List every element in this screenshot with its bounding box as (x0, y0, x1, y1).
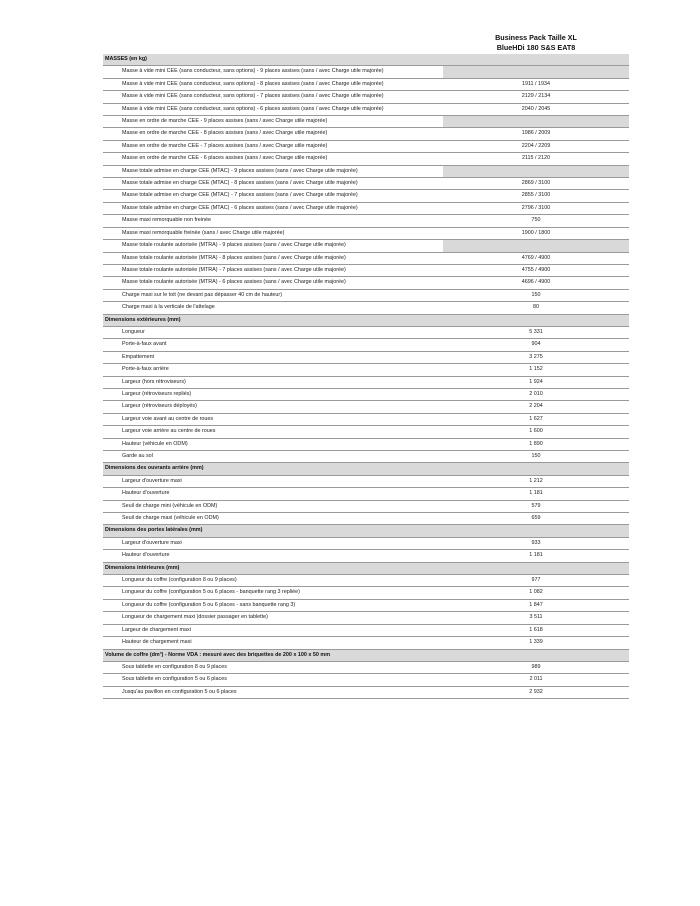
spec-label: Largeur (hors rétroviseurs) (103, 376, 443, 388)
spec-label: Masse totale admise en charge CEE (MTAC) - 6 places assises (sans / avec Charge utile majorée) (103, 202, 443, 214)
spec-label: Masse totale roulante autorisée (MTRA) - 8 places assises (sans / avec Charge utile majorée) (103, 252, 443, 264)
spec-row (103, 289, 629, 301)
spec-label: Largeur d'ouverture maxi (103, 475, 443, 487)
spec-value: 1911 / 1934 (443, 78, 629, 90)
spec-row (103, 302, 629, 314)
spec-value: 579 (443, 500, 629, 512)
spec-row (103, 401, 629, 413)
spec-label: Seuil de charge maxi (véhicule en ODM) (103, 513, 443, 525)
column-header-subtitle: BlueHDi 180 S&S EAT8 (496, 43, 576, 52)
spec-label: Longueur du coffre (configuration 8 ou 9 places) (103, 575, 443, 587)
column-header (443, 33, 629, 53)
spec-row (103, 438, 629, 450)
spec-label: Largeur (rétroviseurs repliés) (103, 388, 443, 400)
spec-table (103, 54, 629, 699)
spec-label: Porte-à-faux arrière (103, 364, 443, 376)
spec-value: 1986 / 2009 (443, 128, 629, 140)
spec-row (103, 190, 629, 202)
section-header-row (103, 562, 629, 574)
spec-row (103, 91, 629, 103)
spec-row (103, 178, 629, 190)
spec-value: 2855 / 3100 (443, 190, 629, 202)
spec-label: Empattement (103, 351, 443, 363)
spec-label: Masse à vide mini CEE (sans conducteur, sans options) - 7 places assises (sans / avec Charge utile majorée) (103, 91, 443, 103)
spec-label: Masse en ordre de marche CEE - 7 places assises (sans / avec Charge utile majorée) (103, 140, 443, 152)
spec-row (103, 264, 629, 276)
spec-row (103, 215, 629, 227)
spec-value: 2869 / 3100 (443, 178, 629, 190)
spec-value: 3 275 (443, 351, 629, 363)
spec-row (103, 153, 629, 165)
spec-value: 1 082 (443, 587, 629, 599)
spec-row (103, 103, 629, 115)
spec-label: Jusqu'au pavillon en configuration 5 ou 6 places (103, 686, 443, 698)
spec-value: 977 (443, 575, 629, 587)
spec-value: 1 339 (443, 637, 629, 649)
spec-row (103, 116, 629, 128)
spec-label: Masse totale admise en charge CEE (MTAC) - 7 places assises (sans / avec Charge utile majorée) (103, 190, 443, 202)
spec-row (103, 140, 629, 152)
spec-row (103, 364, 629, 376)
spec-value: 3 511 (443, 612, 629, 624)
spec-label: Charge maxi sur le toit (ne devant pas dépasser 40 cm de hauteur) (103, 289, 443, 301)
spec-value: 4769 / 4900 (443, 252, 629, 264)
section-header-label: Dimensions intérieures (mm) (103, 562, 629, 574)
spec-value: 659 (443, 513, 629, 525)
spec-row (103, 277, 629, 289)
spec-row (103, 66, 629, 78)
spec-row (103, 686, 629, 698)
spec-label: Charge maxi à la verticale de l'attelage (103, 302, 443, 314)
spec-value: 150 (443, 451, 629, 463)
spec-value (443, 240, 629, 252)
spec-value: 904 (443, 339, 629, 351)
spec-row (103, 451, 629, 463)
spec-row (103, 165, 629, 177)
spec-label: Largeur voie avant au centre de roues (103, 413, 443, 425)
spec-label: Largeur de chargement maxi (103, 624, 443, 636)
spec-label: Masse totale admise en charge CEE (MTAC) - 8 places assises (sans / avec Charge utile majorée) (103, 178, 443, 190)
spec-row (103, 599, 629, 611)
spec-row (103, 227, 629, 239)
spec-row (103, 326, 629, 338)
spec-value: 2796 / 3100 (443, 202, 629, 214)
spec-label: Masse en ordre de marche CEE - 9 places assises (sans / avec Charge utile majorée) (103, 116, 443, 128)
section-header-row (103, 463, 629, 475)
spec-value: 2115 / 2120 (443, 153, 629, 165)
spec-value: 4755 / 4900 (443, 264, 629, 276)
spec-label: Sous tablette en configuration 5 ou 6 places (103, 674, 443, 686)
spec-value: 150 (443, 289, 629, 301)
section-header-label: Dimensions extérieures (mm) (103, 314, 629, 326)
spec-row (103, 624, 629, 636)
spec-value: 5 331 (443, 326, 629, 338)
spec-row (103, 674, 629, 686)
spec-row (103, 128, 629, 140)
spec-value: 1 600 (443, 426, 629, 438)
spec-label: Hauteur de chargement maxi (103, 637, 443, 649)
spec-label: Masse à vide mini CEE (sans conducteur, sans options) - 8 places assises (sans / avec Charge utile majorée) (103, 78, 443, 90)
spec-row (103, 339, 629, 351)
spec-label: Largeur voie arrière au centre de roues (103, 426, 443, 438)
spec-row (103, 575, 629, 587)
spec-row (103, 587, 629, 599)
spec-value: 750 (443, 215, 629, 227)
section-header-row (103, 649, 629, 661)
spec-label: Hauteur d'ouverture (103, 550, 443, 562)
spec-label: Largeur d'ouverture maxi (103, 537, 443, 549)
spec-row (103, 376, 629, 388)
spec-label: Masse totale roulante autorisée (MTRA) - 9 places assises (sans / avec Charge utile majorée) (103, 240, 443, 252)
spec-value: 4696 / 4900 (443, 277, 629, 289)
spec-label: Seuil de charge mini (véhicule en ODM) (103, 500, 443, 512)
spec-label: Longueur du coffre (configuration 5 ou 6 places - sans banquette rang 3) (103, 599, 443, 611)
spec-label: Masse en ordre de marche CEE - 6 places assises (sans / avec Charge utile majorée) (103, 153, 443, 165)
spec-label: Longueur du coffre (configuration 5 ou 6 places - banquette rang 3 repliée) (103, 587, 443, 599)
spec-value: 1 847 (443, 599, 629, 611)
spec-value: 1 181 (443, 488, 629, 500)
spec-value: 1 181 (443, 550, 629, 562)
spec-row (103, 661, 629, 673)
spec-value: 1 890 (443, 438, 629, 450)
section-header-row (103, 525, 629, 537)
spec-value: 989 (443, 661, 629, 673)
spec-row (103, 612, 629, 624)
spec-label: Masse maxi remorquable freinée (sans / avec Charge utile majorée) (103, 227, 443, 239)
spec-label: Masse totale roulante autorisée (MTRA) - 6 places assises (sans / avec Charge utile majorée) (103, 277, 443, 289)
spec-value: 1 618 (443, 624, 629, 636)
spec-label: Longueur de chargement maxi (dossier passager en tablette) (103, 612, 443, 624)
spec-value: 933 (443, 537, 629, 549)
spec-label: Largeur (rétroviseurs déployés) (103, 401, 443, 413)
spec-value: 1 627 (443, 413, 629, 425)
section-header-label: MASSES (en kg) (103, 54, 629, 66)
spec-label: Sous tablette en configuration 8 ou 9 places (103, 661, 443, 673)
spec-table-body (103, 54, 629, 699)
spec-value: 1900 / 1800 (443, 227, 629, 239)
spec-row (103, 475, 629, 487)
spec-value: 1 924 (443, 376, 629, 388)
section-header-label: Dimensions des ouvrants arrière (mm) (103, 463, 629, 475)
spec-label: Hauteur d'ouverture (103, 488, 443, 500)
spec-row (103, 500, 629, 512)
section-header-label: Dimensions des portes latérales (mm) (103, 525, 629, 537)
spec-value: 2 011 (443, 674, 629, 686)
spec-label: Garde au sol (103, 451, 443, 463)
spec-value: 2129 / 2134 (443, 91, 629, 103)
spec-label: Masse maxi remorquable non freinée (103, 215, 443, 227)
spec-value (443, 116, 629, 128)
spec-value: 80 (443, 302, 629, 314)
spec-value: 1 152 (443, 364, 629, 376)
spec-value: 2 010 (443, 388, 629, 400)
section-header-label: Volume de coffre (dm³) - Norme VDA : mesuré avec des briquettes de 200 x 100 x 50 mm (103, 649, 629, 661)
spec-row (103, 78, 629, 90)
spec-row (103, 351, 629, 363)
spec-row (103, 413, 629, 425)
spec-row (103, 388, 629, 400)
spec-row (103, 550, 629, 562)
spec-value (443, 165, 629, 177)
spec-row (103, 637, 629, 649)
spec-row (103, 252, 629, 264)
spec-label: Masse à vide mini CEE (sans conducteur, sans options) - 6 places assises (sans / avec Charge utile majorée) (103, 103, 443, 115)
spec-row (103, 537, 629, 549)
spec-row (103, 513, 629, 525)
spec-value: 2040 / 2045 (443, 103, 629, 115)
spec-row (103, 426, 629, 438)
spec-row (103, 202, 629, 214)
spec-row (103, 240, 629, 252)
spec-value (443, 66, 629, 78)
spec-value: 1 212 (443, 475, 629, 487)
column-header-title: Business Pack Taille XL (495, 33, 577, 42)
spec-label: Masse à vide mini CEE (sans conducteur, sans options) - 9 places assises (sans / avec Charge utile majorée) (103, 66, 443, 78)
spec-label: Longueur (103, 326, 443, 338)
spec-label: Masse en ordre de marche CEE - 8 places assises (sans / avec Charge utile majorée) (103, 128, 443, 140)
spec-value: 2204 / 2209 (443, 140, 629, 152)
section-header-row (103, 314, 629, 326)
spec-row (103, 488, 629, 500)
spec-value: 2 204 (443, 401, 629, 413)
spec-label: Porte-à-faux avant (103, 339, 443, 351)
spec-label: Hauteur (véhicule en ODM) (103, 438, 443, 450)
spec-label: Masse totale admise en charge CEE (MTAC) - 9 places assises (sans / avec Charge utile majorée) (103, 165, 443, 177)
spec-value: 2 932 (443, 686, 629, 698)
spec-label: Masse totale roulante autorisée (MTRA) - 7 places assises (sans / avec Charge utile majorée) (103, 264, 443, 276)
section-header-row (103, 54, 629, 66)
